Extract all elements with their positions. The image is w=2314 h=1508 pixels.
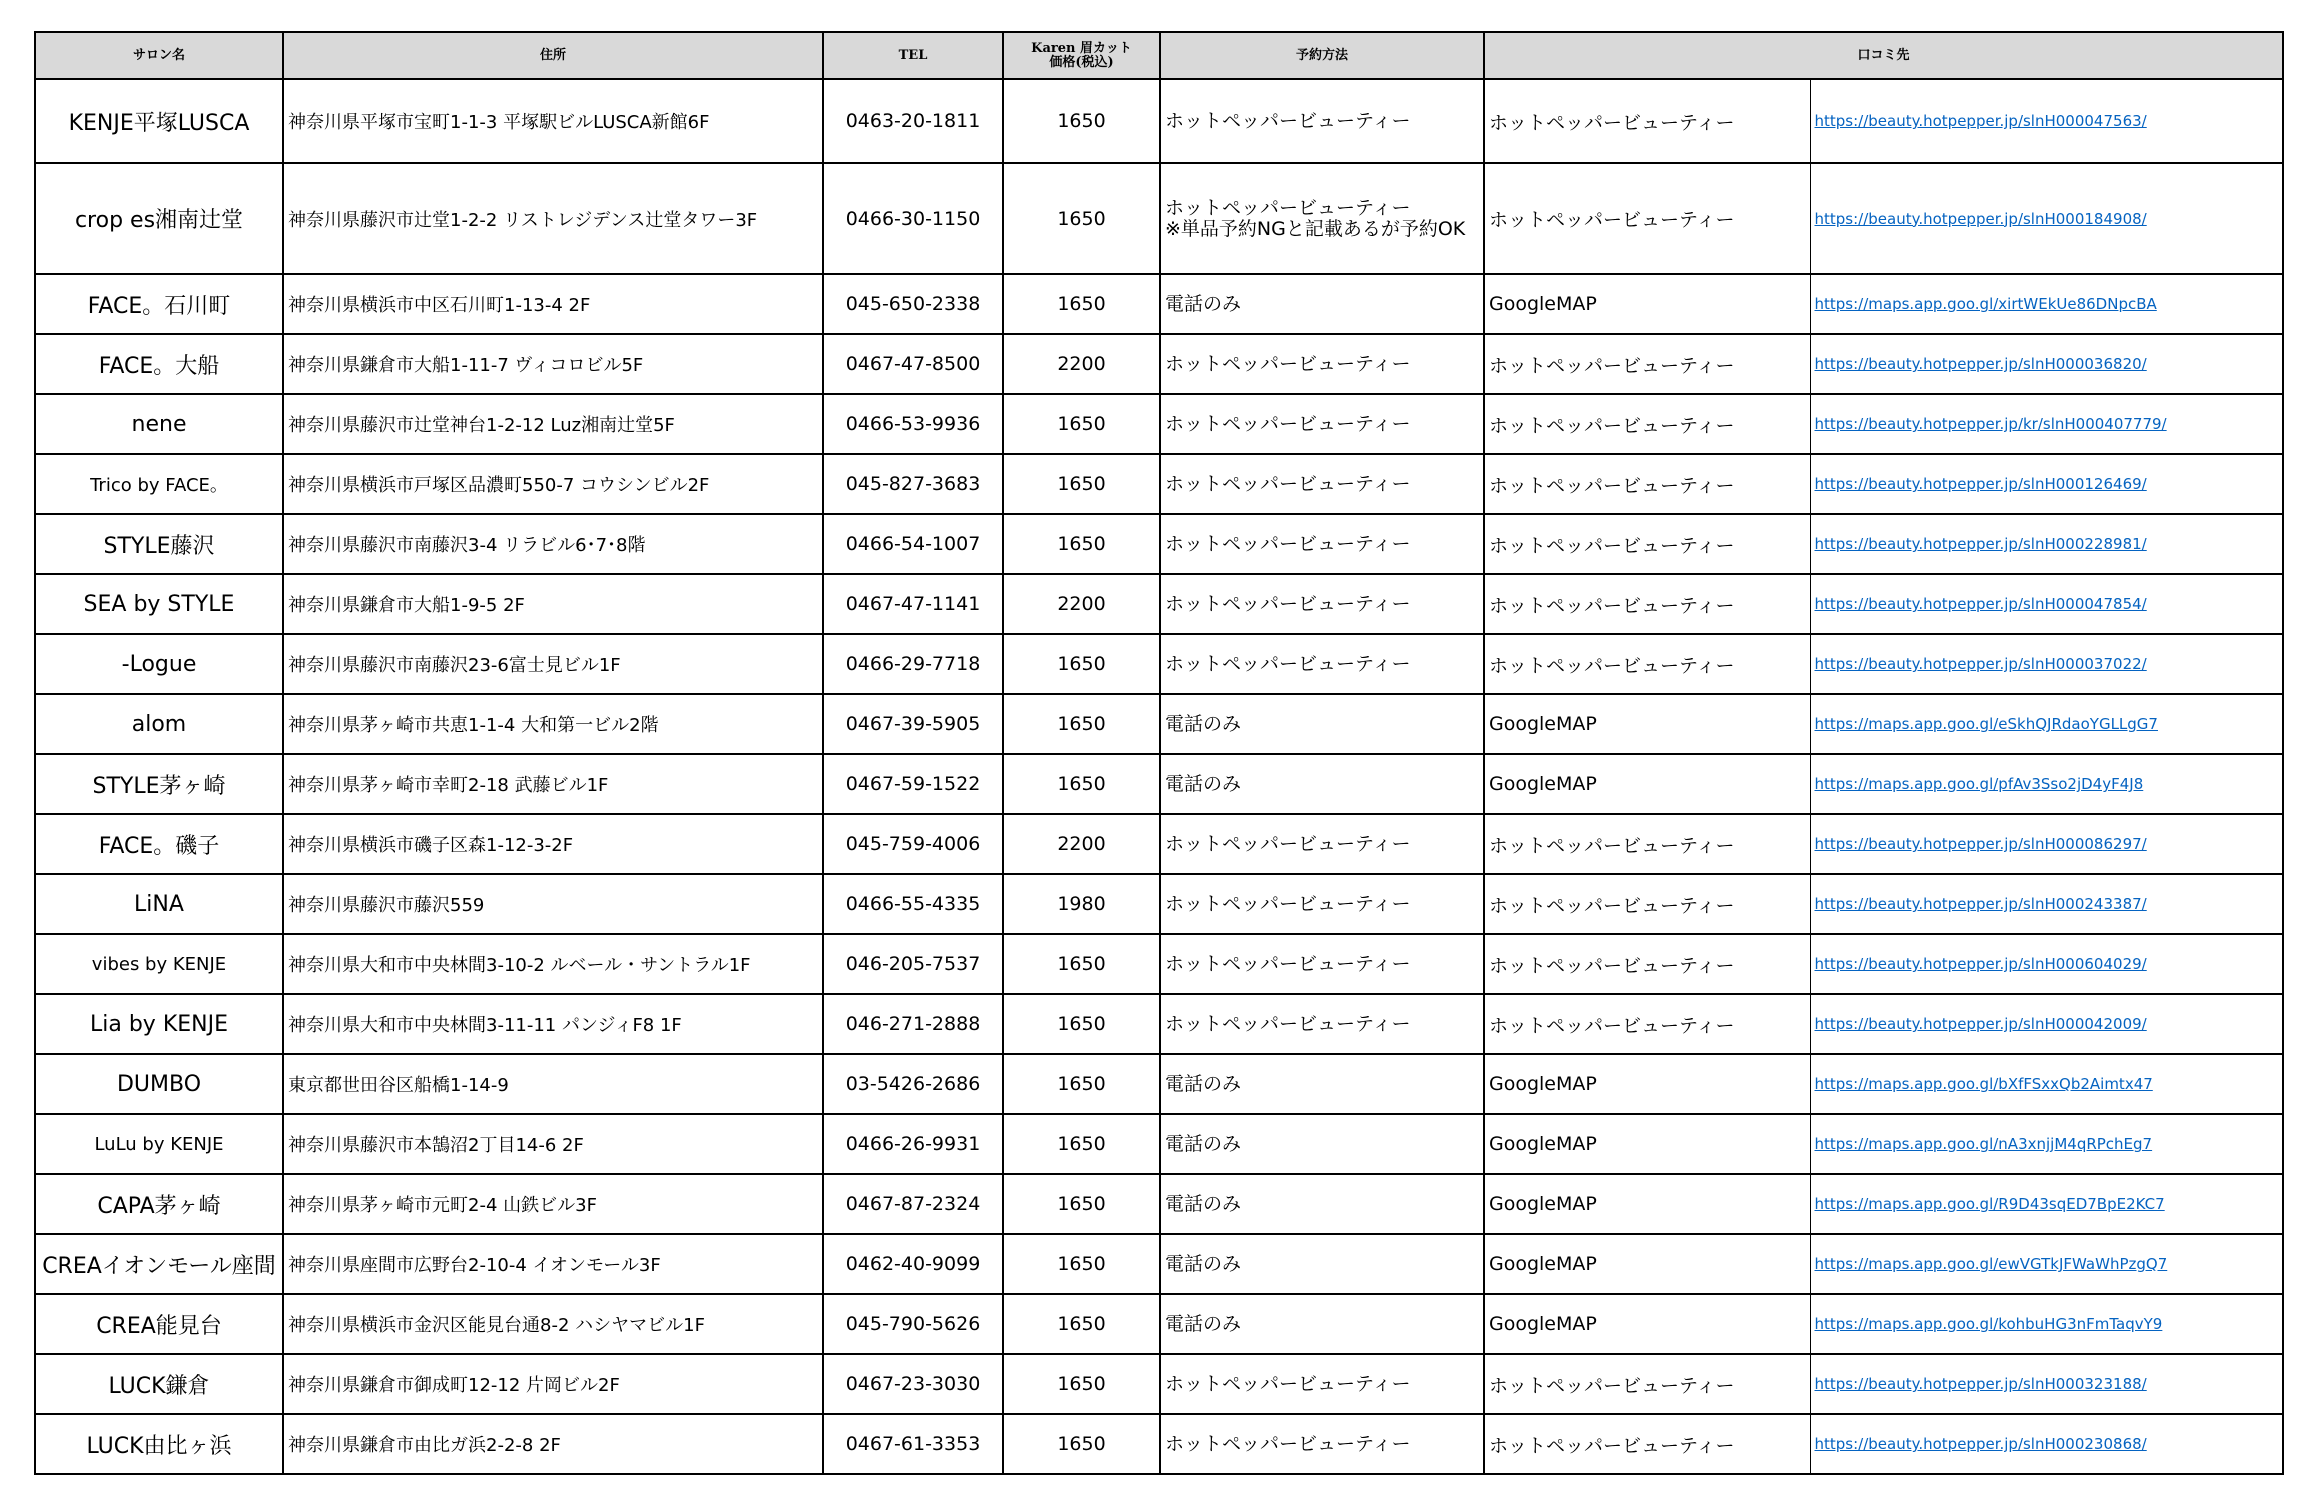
salon-price: 1650 — [1003, 1294, 1160, 1354]
salon-price: 1650 — [1003, 634, 1160, 694]
salon-price: 1650 — [1003, 514, 1160, 574]
header-name: サロン名 — [35, 32, 283, 79]
table-row — [35, 694, 2283, 754]
salon-tel: 0467-59-1522 — [823, 754, 1003, 814]
salon-price: 1650 — [1003, 1234, 1160, 1294]
review-link[interactable]: https://beauty.hotpepper.jp/slnH000042009/ — [1814, 1015, 2147, 1033]
salon-name: SEA by STYLE — [35, 574, 283, 634]
reservation-text: 電話のみ — [1165, 1312, 1242, 1335]
header-price-line1: Karen 眉カット — [1031, 40, 1132, 56]
review-source: ホットペッパービューティー — [1484, 334, 1810, 394]
salon-tel: 0467-87-2324 — [823, 1174, 1003, 1234]
salon-tel: 046-271-2888 — [823, 994, 1003, 1054]
review-link[interactable]: https://beauty.hotpepper.jp/slnH000047854/ — [1814, 595, 2147, 613]
table-row — [35, 934, 2283, 994]
reservation-text: 電話のみ — [1165, 1252, 1242, 1275]
salon-name: CREAイオンモール座間 — [35, 1234, 283, 1294]
salon-tel: 0467-61-3353 — [823, 1414, 1003, 1474]
review-url-cell — [1810, 1114, 2283, 1174]
salon-price: 1650 — [1003, 454, 1160, 514]
salon-address: 東京都世田谷区船橋1-14-9 — [283, 1054, 823, 1114]
header-reviews: 口コミ先 — [1484, 32, 2283, 79]
salon-name: crop es湘南辻堂 — [35, 163, 283, 274]
salon-tel: 0467-39-5905 — [823, 694, 1003, 754]
salon-address: 神奈川県横浜市戸塚区品濃町550-7 コウシンビル2F — [283, 454, 823, 514]
salon-price: 2200 — [1003, 574, 1160, 634]
reservation-text: ホットペッパービューティー — [1165, 652, 1411, 675]
salon-price: 1650 — [1003, 1414, 1160, 1474]
reservation-text: 電話のみ — [1165, 292, 1242, 315]
review-url-cell — [1810, 1054, 2283, 1114]
table-row — [35, 274, 2283, 334]
salon-name: Lia by KENJE — [35, 994, 283, 1054]
reservation-text: ホットペッパービューティー — [1165, 109, 1411, 132]
review-link[interactable]: https://beauty.hotpepper.jp/slnH000126469/ — [1814, 475, 2147, 493]
table-row — [35, 1054, 2283, 1114]
salon-reservation — [1160, 394, 1484, 454]
salon-tel: 046-205-7537 — [823, 934, 1003, 994]
salon-address: 神奈川県藤沢市藤沢559 — [283, 874, 823, 934]
salon-name: LUCK鎌倉 — [35, 1354, 283, 1414]
review-link[interactable]: https://beauty.hotpepper.jp/slnH000037022/ — [1814, 655, 2147, 673]
review-url-cell — [1810, 163, 2283, 274]
salon-reservation — [1160, 1054, 1484, 1114]
review-source: ホットペッパービューティー — [1484, 634, 1810, 694]
table-row — [35, 394, 2283, 454]
review-source: ホットペッパービューティー — [1484, 514, 1810, 574]
salon-name: STYLE茅ヶ崎 — [35, 754, 283, 814]
salon-price: 1650 — [1003, 79, 1160, 163]
salon-tel: 0467-47-8500 — [823, 334, 1003, 394]
review-link[interactable]: https://beauty.hotpepper.jp/slnH000604029/ — [1814, 955, 2147, 973]
salon-address: 神奈川県藤沢市南藤沢3-4 リラビル6･7･8階 — [283, 514, 823, 574]
salon-address: 神奈川県鎌倉市大船1-11-7 ヴィコロビル5F — [283, 334, 823, 394]
reservation-text: 電話のみ — [1165, 1192, 1242, 1215]
review-url-cell — [1810, 514, 2283, 574]
review-url-cell — [1810, 934, 2283, 994]
salon-name: LuLu by KENJE — [35, 1114, 283, 1174]
reservation-text: ホットペッパービューティー — [1165, 532, 1411, 555]
review-url-cell — [1810, 394, 2283, 454]
salon-address: 神奈川県座間市広野台2-10-4 イオンモール3F — [283, 1234, 823, 1294]
reservation-text: ホットペッパービューティー — [1165, 472, 1411, 495]
salon-reservation — [1160, 274, 1484, 334]
review-link[interactable]: https://maps.app.goo.gl/nA3xnjjM4qRPchEg7 — [1814, 1135, 2153, 1153]
review-url-cell — [1810, 334, 2283, 394]
salon-reservation — [1160, 874, 1484, 934]
salon-price: 1650 — [1003, 1114, 1160, 1174]
salon-price: 2200 — [1003, 814, 1160, 874]
reservation-text: ホットペッパービューティー — [1165, 1372, 1411, 1395]
review-source: GoogleMAP — [1484, 1294, 1810, 1354]
reservation-text: ホットペッパービューティー — [1165, 1432, 1411, 1455]
reservation-text: ホットペッパービューティー — [1165, 352, 1411, 375]
review-url-cell — [1810, 634, 2283, 694]
review-url-cell — [1810, 1294, 2283, 1354]
salon-address: 神奈川県大和市中央林間3-11-11 パンジィF8 1F — [283, 994, 823, 1054]
salon-tel: 0466-26-9931 — [823, 1114, 1003, 1174]
review-link[interactable]: https://maps.app.goo.gl/bXfFSxxQb2Aimtx47 — [1814, 1075, 2153, 1093]
salon-tel: 0466-53-9936 — [823, 394, 1003, 454]
salon-address: 神奈川県茅ヶ崎市幸町2-18 武藤ビル1F — [283, 754, 823, 814]
review-source: ホットペッパービューティー — [1484, 574, 1810, 634]
salon-name: Trico by FACE。 — [35, 454, 283, 514]
salon-reservation — [1160, 1354, 1484, 1414]
review-source: ホットペッパービューティー — [1484, 814, 1810, 874]
reservation-text: ホットペッパービューティー — [1165, 412, 1411, 435]
salon-reservation — [1160, 1234, 1484, 1294]
salon-price: 1980 — [1003, 874, 1160, 934]
salon-tel: 045-790-5626 — [823, 1294, 1003, 1354]
review-source: ホットペッパービューティー — [1484, 163, 1810, 274]
salon-tel: 0467-47-1141 — [823, 574, 1003, 634]
salon-reservation — [1160, 694, 1484, 754]
salon-address: 神奈川県大和市中央林間3-10-2 ルベール・サントラル1F — [283, 934, 823, 994]
salon-name: nene — [35, 394, 283, 454]
salon-price: 1650 — [1003, 1174, 1160, 1234]
review-link[interactable]: https://beauty.hotpepper.jp/slnH000036820/ — [1814, 355, 2147, 373]
salon-name: CAPA茅ヶ崎 — [35, 1174, 283, 1234]
review-url-cell — [1810, 994, 2283, 1054]
review-link[interactable]: https://beauty.hotpepper.jp/slnH000184908/ — [1814, 209, 2147, 228]
salon-reservation — [1160, 163, 1484, 274]
review-source: GoogleMAP — [1484, 754, 1810, 814]
review-link[interactable]: https://beauty.hotpepper.jp/kr/slnH000407779/ — [1814, 415, 2167, 433]
salon-tel: 0466-55-4335 — [823, 874, 1003, 934]
salon-reservation — [1160, 814, 1484, 874]
salon-tel: 0466-30-1150 — [823, 163, 1003, 274]
salon-price: 1650 — [1003, 163, 1160, 274]
salon-address: 神奈川県鎌倉市御成町12-12 片岡ビル2F — [283, 1354, 823, 1414]
reservation-text: ホットペッパービューティー — [1165, 952, 1411, 975]
review-url-cell — [1810, 754, 2283, 814]
salon-reservation — [1160, 754, 1484, 814]
salon-reservation — [1160, 454, 1484, 514]
salon-address: 神奈川県藤沢市本鵠沼2丁目14-6 2F — [283, 1114, 823, 1174]
review-source: GoogleMAP — [1484, 1054, 1810, 1114]
review-url-cell — [1810, 574, 2283, 634]
salon-tel: 045-759-4006 — [823, 814, 1003, 874]
salon-name: FACE。石川町 — [35, 274, 283, 334]
review-source: ホットペッパービューティー — [1484, 454, 1810, 514]
table-row — [35, 163, 2283, 274]
salon-address: 神奈川県横浜市中区石川町1-13-4 2F — [283, 274, 823, 334]
salon-reservation — [1160, 634, 1484, 694]
review-source: ホットペッパービューティー — [1484, 79, 1810, 163]
salon-price: 2200 — [1003, 334, 1160, 394]
review-source: GoogleMAP — [1484, 274, 1810, 334]
review-link[interactable]: https://beauty.hotpepper.jp/slnH000323188/ — [1814, 1375, 2147, 1393]
salon-name: CREA能見台 — [35, 1294, 283, 1354]
salon-tel: 0466-29-7718 — [823, 634, 1003, 694]
salon-address: 神奈川県鎌倉市由比ガ浜2-2-8 2F — [283, 1414, 823, 1474]
review-url-cell — [1810, 694, 2283, 754]
table-row — [35, 334, 2283, 394]
header-address: 住所 — [283, 32, 823, 79]
salon-name: LUCK由比ヶ浜 — [35, 1414, 283, 1474]
salon-tel: 0467-23-3030 — [823, 1354, 1003, 1414]
salon-price: 1650 — [1003, 694, 1160, 754]
review-source: GoogleMAP — [1484, 1234, 1810, 1294]
salon-tel: 045-827-3683 — [823, 454, 1003, 514]
salon-name: KENJE平塚LUSCA — [35, 79, 283, 163]
table-row — [35, 574, 2283, 634]
review-link[interactable]: https://maps.app.goo.gl/pfAv3Sso2jD4yF4J8 — [1814, 775, 2144, 793]
review-source: ホットペッパービューティー — [1484, 1414, 1810, 1474]
salon-price: 1650 — [1003, 934, 1160, 994]
table-row — [35, 1414, 2283, 1474]
salon-address: 神奈川県茅ヶ崎市元町2-4 山鉄ビル3F — [283, 1174, 823, 1234]
salon-reservation — [1160, 1414, 1484, 1474]
review-source: ホットペッパービューティー — [1484, 874, 1810, 934]
salon-address: 神奈川県藤沢市辻堂神台1-2-12 Luz湘南辻堂5F — [283, 394, 823, 454]
salon-tel: 0462-40-9099 — [823, 1234, 1003, 1294]
salon-name: alom — [35, 694, 283, 754]
review-source: ホットペッパービューティー — [1484, 934, 1810, 994]
table-row — [35, 1174, 2283, 1234]
table-row — [35, 1294, 2283, 1354]
salon-tel: 0463-20-1811 — [823, 79, 1003, 163]
salon-price: 1650 — [1003, 1054, 1160, 1114]
table-row — [35, 994, 2283, 1054]
salon-address: 神奈川県藤沢市南藤沢23-6富士見ビル1F — [283, 634, 823, 694]
review-url-cell — [1810, 814, 2283, 874]
reservation-text: ホットペッパービューティー ※単品予約NGと記載あるが予約OK — [1165, 196, 1466, 240]
salon-reservation — [1160, 994, 1484, 1054]
reservation-text: 電話のみ — [1165, 712, 1242, 735]
table-row — [35, 514, 2283, 574]
reservation-text: ホットペッパービューティー — [1165, 832, 1411, 855]
salon-address: 神奈川県平塚市宝町1-1-3 平塚駅ビルLUSCA新館6F — [283, 79, 823, 163]
review-link[interactable]: https://beauty.hotpepper.jp/slnH000086297/ — [1814, 835, 2147, 853]
salon-price: 1650 — [1003, 394, 1160, 454]
salon-name: LiNA — [35, 874, 283, 934]
review-url-cell — [1810, 1414, 2283, 1474]
table-row — [35, 1114, 2283, 1174]
header-price-line2: 価格(税込) — [1049, 54, 1114, 70]
salon-address: 神奈川県横浜市金沢区能見台通8-2 ハシヤマビル1F — [283, 1294, 823, 1354]
review-source: GoogleMAP — [1484, 694, 1810, 754]
header-row — [35, 32, 2283, 79]
salon-price: 1650 — [1003, 1354, 1160, 1414]
reservation-text: ホットペッパービューティー — [1165, 1012, 1411, 1035]
salon-name: DUMBO — [35, 1054, 283, 1114]
review-source: ホットペッパービューティー — [1484, 1354, 1810, 1414]
table-row — [35, 454, 2283, 514]
review-url-cell — [1810, 1234, 2283, 1294]
review-url-cell — [1810, 1174, 2283, 1234]
salon-price: 1650 — [1003, 754, 1160, 814]
salon-address: 神奈川県鎌倉市大船1-9-5 2F — [283, 574, 823, 634]
review-source: ホットペッパービューティー — [1484, 994, 1810, 1054]
reservation-text: ホットペッパービューティー — [1165, 892, 1411, 915]
review-link[interactable]: https://maps.app.goo.gl/ewVGTkJFWaWhPzgQ7 — [1814, 1255, 2168, 1273]
salon-name: FACE。磯子 — [35, 814, 283, 874]
review-link[interactable]: https://beauty.hotpepper.jp/slnH000047563/ — [1814, 112, 2147, 130]
review-url-cell — [1810, 874, 2283, 934]
table-row — [35, 1234, 2283, 1294]
salon-reservation — [1160, 514, 1484, 574]
header-reservation: 予約方法 — [1160, 32, 1484, 79]
salon-price: 1650 — [1003, 994, 1160, 1054]
salon-price: 1650 — [1003, 274, 1160, 334]
review-source: ホットペッパービューティー — [1484, 394, 1810, 454]
header-tel: TEL — [823, 32, 1003, 79]
salon-reservation — [1160, 1294, 1484, 1354]
reservation-text: ホットペッパービューティー — [1165, 592, 1411, 615]
table-row — [35, 874, 2283, 934]
reservation-text: 電話のみ — [1165, 1132, 1242, 1155]
review-link[interactable]: https://maps.app.goo.gl/kohbuHG3nFmTaqvY9 — [1814, 1315, 2163, 1333]
header-price — [1003, 32, 1160, 79]
table-row — [35, 1354, 2283, 1414]
salon-address: 神奈川県横浜市磯子区森1-12-3-2F — [283, 814, 823, 874]
salon-name: vibes by KENJE — [35, 934, 283, 994]
salon-name: FACE。大船 — [35, 334, 283, 394]
review-url-cell — [1810, 274, 2283, 334]
salon-address: 神奈川県茅ヶ崎市共恵1-1-4 大和第一ビル2階 — [283, 694, 823, 754]
table-row — [35, 754, 2283, 814]
review-url-cell — [1810, 454, 2283, 514]
salon-reservation — [1160, 1114, 1484, 1174]
salon-name: STYLE藤沢 — [35, 514, 283, 574]
salon-tel: 03-5426-2686 — [823, 1054, 1003, 1114]
review-link[interactable]: https://maps.app.goo.gl/eSkhQJRdaoYGLLgG7 — [1814, 715, 2158, 733]
salon-tel: 0466-54-1007 — [823, 514, 1003, 574]
salon-reservation — [1160, 934, 1484, 994]
review-source: GoogleMAP — [1484, 1174, 1810, 1234]
table-row — [35, 814, 2283, 874]
table-row — [35, 634, 2283, 694]
salon-tel: 045-650-2338 — [823, 274, 1003, 334]
review-link[interactable]: https://beauty.hotpepper.jp/slnH000243387/ — [1814, 895, 2147, 913]
review-link[interactable]: https://beauty.hotpepper.jp/slnH000228981/ — [1814, 535, 2147, 553]
reservation-text: 電話のみ — [1165, 1072, 1242, 1095]
salon-reservation — [1160, 574, 1484, 634]
salon-name: -Logue — [35, 634, 283, 694]
salon-table — [34, 31, 2284, 1475]
review-url-cell — [1810, 79, 2283, 163]
review-link[interactable]: https://maps.app.goo.gl/R9D43sqED7BpE2KC7 — [1814, 1195, 2165, 1213]
salon-address: 神奈川県藤沢市辻堂1-2-2 リストレジデンス辻堂タワー3F — [283, 163, 823, 274]
salon-reservation — [1160, 79, 1484, 163]
review-link[interactable]: https://maps.app.goo.gl/xirtWEkUe86DNpcBA — [1814, 295, 2157, 313]
salon-reservation — [1160, 334, 1484, 394]
reservation-text: 電話のみ — [1165, 772, 1242, 795]
salon-reservation — [1160, 1174, 1484, 1234]
review-url-cell — [1810, 1354, 2283, 1414]
review-link[interactable]: https://beauty.hotpepper.jp/slnH000230868/ — [1814, 1435, 2147, 1453]
review-source: GoogleMAP — [1484, 1114, 1810, 1174]
table-row — [35, 79, 2283, 163]
